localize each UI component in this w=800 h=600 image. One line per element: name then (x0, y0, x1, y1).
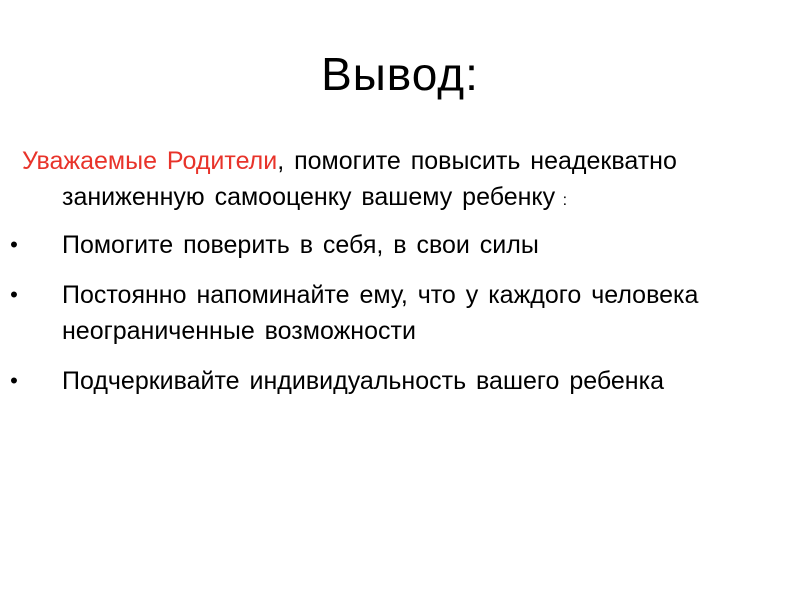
intro-trailing-colon: : (555, 192, 568, 209)
bullet-dot-icon: • (10, 282, 18, 307)
slide-title: Вывод: (321, 48, 479, 100)
bullet-dot-icon: • (10, 368, 18, 393)
slide-body (10, 143, 762, 413)
bullet-item (10, 227, 762, 263)
bullet-text: Постоянно напоминайте ему, что у каждого человека неограниченные возможности (62, 281, 699, 345)
bullet-list (10, 227, 762, 399)
intro-main-text: , помогите повысить неадекватно заниженную самооценку вашему ребенку (62, 147, 677, 211)
bullet-text: Помогите поверить в себя, в свои силы (62, 231, 539, 259)
bullet-dot-icon: • (10, 232, 18, 257)
intro-accent-text: Уважаемые Родители (22, 147, 278, 175)
bullet-item (10, 363, 762, 399)
bullet-item (10, 277, 762, 349)
intro-paragraph (22, 143, 762, 219)
bullet-text: Подчеркивайте индивидуальность вашего ребенка (62, 367, 665, 395)
